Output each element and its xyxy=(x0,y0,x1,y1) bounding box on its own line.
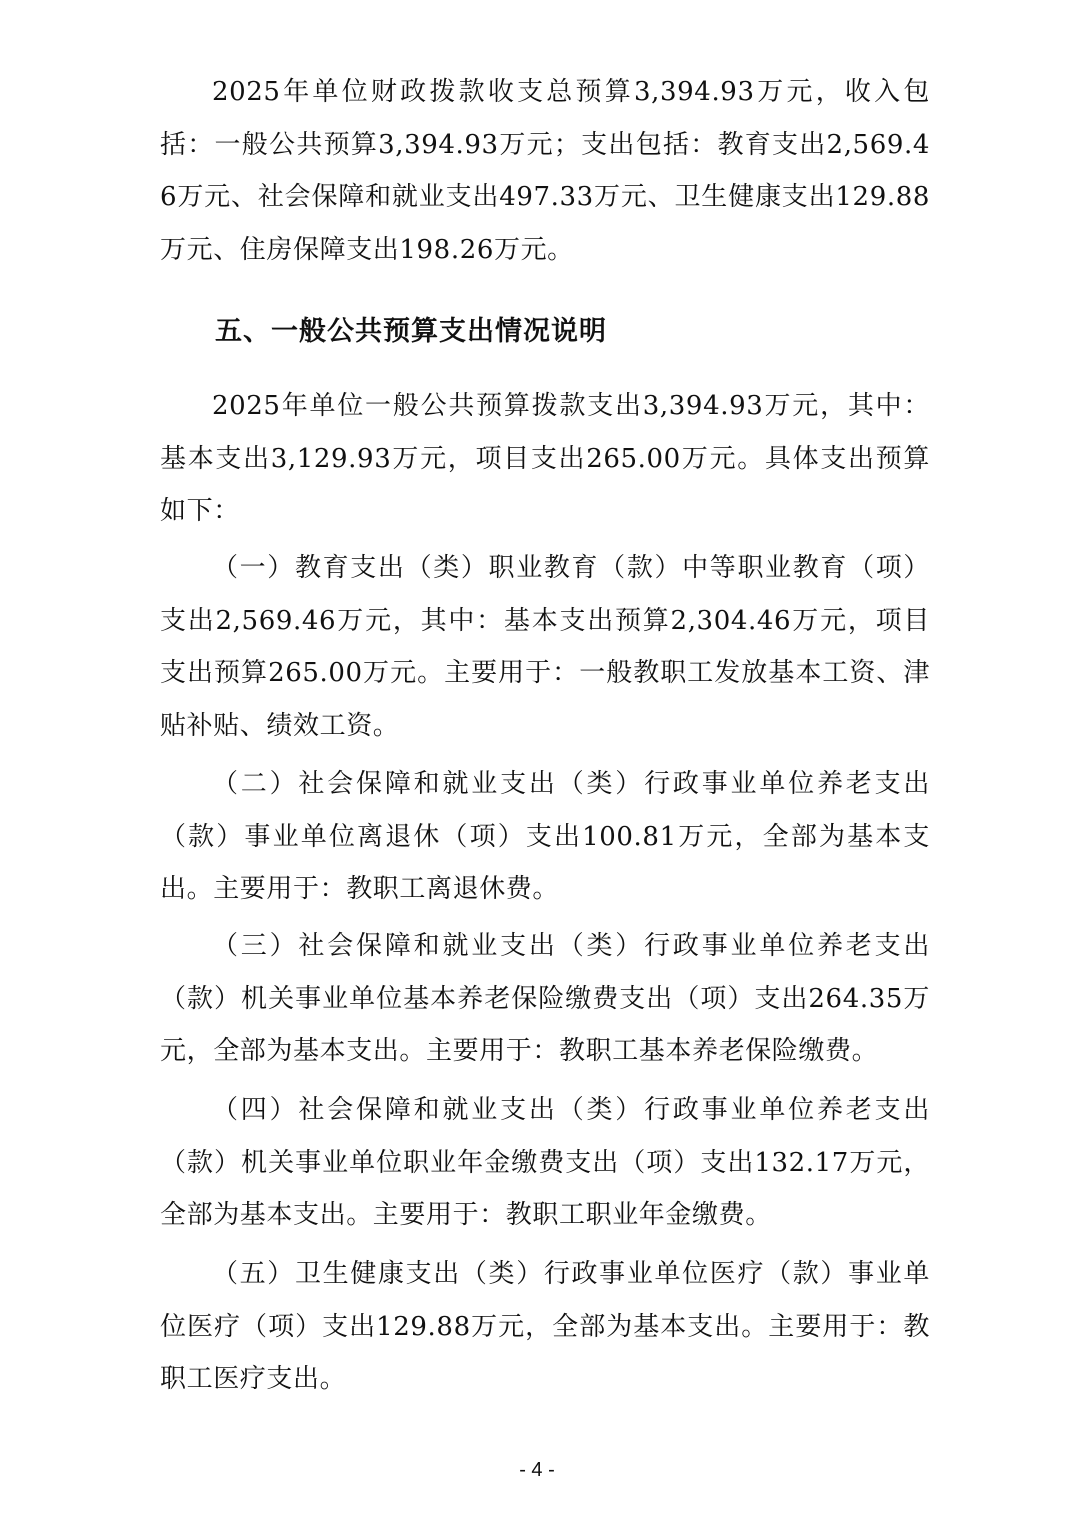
retirement-expense-paragraph: （二）社会保障和就业支出（类）行政事业单位养老支出（款）事业单位离退休（项）支出100.81万元，全部为基本支出。主要用于：教职工离退休费。 xyxy=(160,769,930,904)
occupational-annuity-paragraph: （四）社会保障和就业支出（类）行政事业单位养老支出（款）机关事业单位职业年金缴费支出（项）支出132.17万元，全部为基本支出。主要用于：教职工职业年金缴费。 xyxy=(160,1095,930,1230)
education-expense-paragraph: （一）教育支出（类）职业教育（款）中等职业教育（项）支出2,569.46万元，其中：基本支出预算2,304.46万元，项目支出预算265.00万元。主要用于：一般教职工发放基本工资、津贴补贴、绩效工资。 xyxy=(160,553,930,741)
medical-expense-paragraph: （五）卫生健康支出（类）行政事业单位医疗（款）事业单位医疗（项）支出129.88万元，全部为基本支出。主要用于：教职工医疗支出。 xyxy=(160,1259,930,1394)
page-number: - 4 - xyxy=(519,1459,555,1481)
section-heading: 五、一般公共预算支出情况说明 xyxy=(215,316,607,347)
budget-summary-paragraph: 2025年单位财政拨款收支总预算3,394.93万元，收入包括：一般公共预算3,394.93万元；支出包括：教育支出2,569.46万元、社会保障和就业支出497.33万元、卫生健康支出129.88万元、住房保障支出198.26万元。 xyxy=(160,77,930,265)
general-budget-paragraph: 2025年单位一般公共预算拨款支出3,394.93万元，其中：基本支出3,129.93万元，项目支出265.00万元。具体支出预算如下： xyxy=(160,391,930,526)
pension-insurance-paragraph: （三）社会保障和就业支出（类）行政事业单位养老支出（款）机关事业单位基本养老保险缴费支出（项）支出264.35万元，全部为基本支出。主要用于：教职工基本养老保险缴费。 xyxy=(160,931,930,1066)
